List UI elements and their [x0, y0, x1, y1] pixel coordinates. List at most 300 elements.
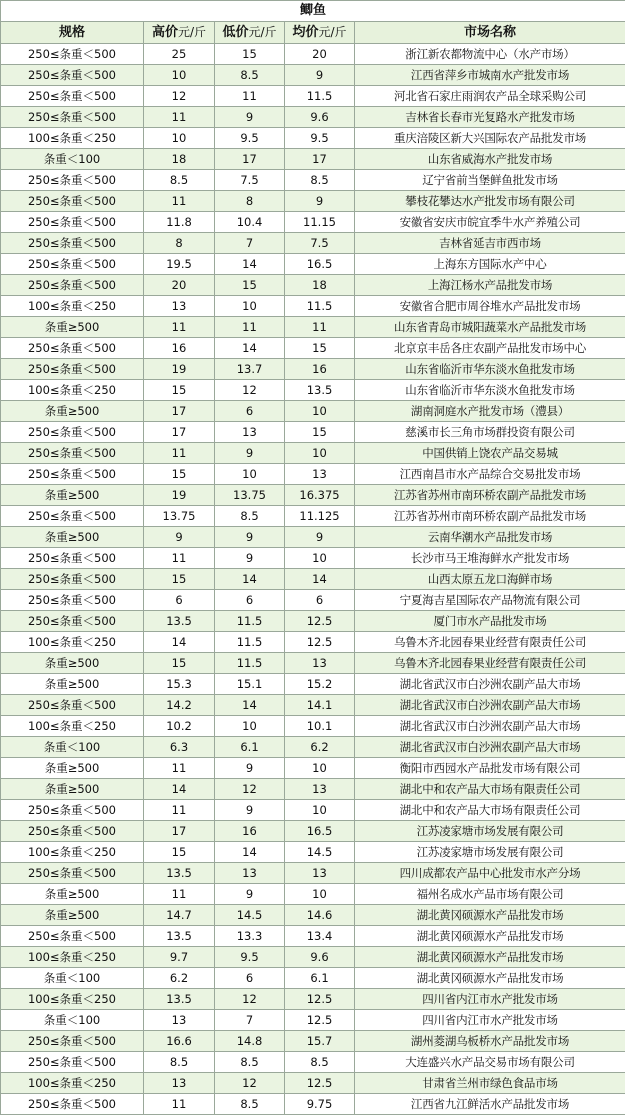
cell-spec: 250≤条重＜500 — [1, 506, 144, 527]
cell-spec: 250≤条重＜500 — [1, 548, 144, 569]
cell-market-name: 湖北中和农产品大市场有限责任公司 — [355, 779, 625, 800]
table-row — [1, 926, 625, 947]
header-high-price: 高价元/斤 — [144, 22, 215, 44]
cell-market-name: 宁夏海吉星国际农产品物流有限公司 — [355, 590, 625, 611]
cell-avg-price: 6.2 — [285, 737, 355, 758]
cell-market-name: 湖北省武汉市白沙洲农副产品大市场 — [355, 695, 625, 716]
cell-spec: 100≤条重＜250 — [1, 380, 144, 401]
cell-spec: 250≤条重＜500 — [1, 233, 144, 254]
cell-spec: 250≤条重＜500 — [1, 590, 144, 611]
cell-low-price: 13 — [215, 422, 285, 443]
cell-avg-price: 9 — [285, 527, 355, 548]
cell-low-price: 15 — [215, 275, 285, 296]
cell-avg-price: 13 — [285, 863, 355, 884]
cell-avg-price: 13 — [285, 464, 355, 485]
cell-spec: 250≤条重＜500 — [1, 800, 144, 821]
cell-high-price: 11 — [144, 443, 215, 464]
cell-market-name: 福州名成水产品市场有限公司 — [355, 884, 625, 905]
cell-market-name: 山东省青岛市城阳蔬菜水产品批发市场 — [355, 317, 625, 338]
cell-low-price: 17 — [215, 149, 285, 170]
cell-high-price: 13.75 — [144, 506, 215, 527]
cell-high-price: 11 — [144, 191, 215, 212]
cell-avg-price: 10 — [285, 884, 355, 905]
cell-market-name: 山西太原五龙口海鲜市场 — [355, 569, 625, 590]
cell-market-name: 湖州菱湖乌板桥水产品批发市场 — [355, 1031, 625, 1052]
cell-market-name: 山东省临沂市华东淡水鱼批发市场 — [355, 359, 625, 380]
cell-low-price: 12 — [215, 779, 285, 800]
cell-avg-price: 14.5 — [285, 842, 355, 863]
cell-high-price: 6.3 — [144, 737, 215, 758]
cell-high-price: 6.2 — [144, 968, 215, 989]
cell-avg-price: 13 — [285, 653, 355, 674]
cell-low-price: 13.75 — [215, 485, 285, 506]
cell-avg-price: 16.375 — [285, 485, 355, 506]
cell-low-price: 13.3 — [215, 926, 285, 947]
table-row — [1, 884, 625, 905]
table-row — [1, 569, 625, 590]
table-row — [1, 989, 625, 1010]
cell-market-name: 长沙市马王堆海鲜水产批发市场 — [355, 548, 625, 569]
cell-avg-price: 15 — [285, 338, 355, 359]
cell-low-price: 9 — [215, 884, 285, 905]
cell-low-price: 14 — [215, 569, 285, 590]
cell-low-price: 11 — [215, 317, 285, 338]
cell-low-price: 9 — [215, 527, 285, 548]
cell-spec: 条重＜100 — [1, 737, 144, 758]
table-row — [1, 233, 625, 254]
cell-spec: 250≤条重＜500 — [1, 611, 144, 632]
cell-low-price: 9 — [215, 548, 285, 569]
cell-avg-price: 9 — [285, 191, 355, 212]
cell-market-name: 湖北省武汉市白沙洲农副产品大市场 — [355, 737, 625, 758]
cell-spec: 100≤条重＜250 — [1, 1073, 144, 1094]
cell-avg-price: 12.5 — [285, 632, 355, 653]
cell-spec: 250≤条重＜500 — [1, 1052, 144, 1073]
cell-avg-price: 20 — [285, 44, 355, 65]
cell-low-price: 10 — [215, 464, 285, 485]
table-row — [1, 275, 625, 296]
table-row — [1, 737, 625, 758]
cell-spec: 250≤条重＜500 — [1, 863, 144, 884]
cell-spec: 250≤条重＜500 — [1, 107, 144, 128]
cell-low-price: 14 — [215, 842, 285, 863]
cell-spec: 250≤条重＜500 — [1, 695, 144, 716]
cell-high-price: 9.7 — [144, 947, 215, 968]
cell-market-name: 湖北省武汉市白沙洲农副产品大市场 — [355, 674, 625, 695]
table-row — [1, 506, 625, 527]
cell-avg-price: 12.5 — [285, 1010, 355, 1031]
cell-high-price: 15 — [144, 653, 215, 674]
cell-low-price: 14 — [215, 695, 285, 716]
cell-high-price: 13 — [144, 1073, 215, 1094]
cell-high-price: 11 — [144, 758, 215, 779]
cell-market-name: 安徽省合肥市周谷堆水产品批发市场 — [355, 296, 625, 317]
cell-avg-price: 15.7 — [285, 1031, 355, 1052]
cell-avg-price: 10 — [285, 401, 355, 422]
cell-low-price: 9 — [215, 107, 285, 128]
cell-market-name: 攀枝花攀达水产批发市场有限公司 — [355, 191, 625, 212]
cell-spec: 250≤条重＜500 — [1, 275, 144, 296]
table-row — [1, 674, 625, 695]
cell-high-price: 10 — [144, 128, 215, 149]
cell-market-name: 厦门市水产品批发市场 — [355, 611, 625, 632]
cell-low-price: 8 — [215, 191, 285, 212]
cell-spec: 250≤条重＜500 — [1, 86, 144, 107]
table-row — [1, 338, 625, 359]
cell-high-price: 19 — [144, 359, 215, 380]
cell-avg-price: 12.5 — [285, 989, 355, 1010]
table-row — [1, 1073, 625, 1094]
cell-market-name: 重庆涪陵区新大兴国际农产品批发市场 — [355, 128, 625, 149]
cell-avg-price: 11 — [285, 317, 355, 338]
cell-avg-price: 7.5 — [285, 233, 355, 254]
cell-market-name: 江西南昌市水产品综合交易批发市场 — [355, 464, 625, 485]
cell-market-name: 四川省内江市水产批发市场 — [355, 989, 625, 1010]
cell-high-price: 14.2 — [144, 695, 215, 716]
cell-spec: 100≤条重＜250 — [1, 989, 144, 1010]
table-body — [1, 44, 625, 1115]
table-row — [1, 296, 625, 317]
cell-market-name: 江西省萍乡市城南水产批发市场 — [355, 65, 625, 86]
cell-low-price: 9.5 — [215, 947, 285, 968]
table-row — [1, 422, 625, 443]
table-row — [1, 632, 625, 653]
cell-avg-price: 13 — [285, 779, 355, 800]
cell-market-name: 河北省石家庄雨润农产品全球采购公司 — [355, 86, 625, 107]
cell-low-price: 6 — [215, 590, 285, 611]
cell-avg-price: 16 — [285, 359, 355, 380]
cell-high-price: 11 — [144, 548, 215, 569]
cell-low-price: 15 — [215, 44, 285, 65]
table-header-row — [1, 22, 625, 44]
cell-low-price: 9 — [215, 800, 285, 821]
cell-spec: 250≤条重＜500 — [1, 191, 144, 212]
table-row — [1, 317, 625, 338]
cell-avg-price: 11.5 — [285, 86, 355, 107]
cell-avg-price: 9.5 — [285, 128, 355, 149]
table-row — [1, 842, 625, 863]
cell-avg-price: 9 — [285, 65, 355, 86]
table-row — [1, 821, 625, 842]
cell-market-name: 安徽省安庆市皖宜季牛水产养殖公司 — [355, 212, 625, 233]
table-row — [1, 1052, 625, 1073]
cell-market-name: 山东省临沂市华东淡水鱼批发市场 — [355, 380, 625, 401]
cell-market-name: 慈溪市长三角市场群投资有限公司 — [355, 422, 625, 443]
table-row — [1, 863, 625, 884]
cell-low-price: 9 — [215, 758, 285, 779]
cell-low-price: 12 — [215, 989, 285, 1010]
cell-low-price: 14.5 — [215, 905, 285, 926]
table-row — [1, 191, 625, 212]
cell-high-price: 11 — [144, 800, 215, 821]
cell-high-price: 17 — [144, 401, 215, 422]
cell-low-price: 8.5 — [215, 65, 285, 86]
cell-avg-price: 6.1 — [285, 968, 355, 989]
cell-high-price: 18 — [144, 149, 215, 170]
table-title-row — [1, 1, 625, 22]
cell-market-name: 上海东方国际水产中心 — [355, 254, 625, 275]
cell-high-price: 14.7 — [144, 905, 215, 926]
cell-low-price: 14 — [215, 254, 285, 275]
cell-avg-price: 9.6 — [285, 107, 355, 128]
cell-spec: 250≤条重＜500 — [1, 443, 144, 464]
cell-market-name: 大连盛兴水产品交易市场有限公司 — [355, 1052, 625, 1073]
cell-market-name: 中国供销上饶农产品交易城 — [355, 443, 625, 464]
cell-high-price: 12 — [144, 86, 215, 107]
cell-market-name: 江苏省苏州市南环桥农副产品批发市场 — [355, 506, 625, 527]
cell-low-price: 11 — [215, 86, 285, 107]
cell-high-price: 17 — [144, 422, 215, 443]
cell-low-price: 11.5 — [215, 653, 285, 674]
cell-market-name: 江苏凌家塘市场发展有限公司 — [355, 842, 625, 863]
cell-market-name: 湖北黄冈硕源水产品批发市场 — [355, 968, 625, 989]
table-row — [1, 464, 625, 485]
table-row — [1, 170, 625, 191]
cell-spec: 100≤条重＜250 — [1, 296, 144, 317]
cell-avg-price: 14.1 — [285, 695, 355, 716]
cell-avg-price: 9.75 — [285, 1094, 355, 1115]
cell-spec: 条重≥500 — [1, 905, 144, 926]
cell-low-price: 8.5 — [215, 506, 285, 527]
cell-spec: 条重≥500 — [1, 884, 144, 905]
cell-market-name: 江苏省苏州市南环桥农副产品批发市场 — [355, 485, 625, 506]
table-row — [1, 485, 625, 506]
cell-high-price: 11 — [144, 1094, 215, 1115]
cell-high-price: 20 — [144, 275, 215, 296]
cell-spec: 条重≥500 — [1, 758, 144, 779]
cell-market-name: 湖北省武汉市白沙洲农副产品大市场 — [355, 716, 625, 737]
cell-high-price: 10 — [144, 65, 215, 86]
cell-avg-price: 14.6 — [285, 905, 355, 926]
table-row — [1, 905, 625, 926]
cell-market-name: 吉林省长春市光复路水产批发市场 — [355, 107, 625, 128]
cell-low-price: 11.5 — [215, 632, 285, 653]
cell-avg-price: 14 — [285, 569, 355, 590]
table-row — [1, 1031, 625, 1052]
cell-avg-price: 12.5 — [285, 611, 355, 632]
table-row — [1, 149, 625, 170]
cell-market-name: 浙江新农都物流中心（水产市场） — [355, 44, 625, 65]
cell-high-price: 9 — [144, 527, 215, 548]
cell-high-price: 16.6 — [144, 1031, 215, 1052]
header-avg-price: 均价元/斤 — [285, 22, 355, 44]
cell-low-price: 15.1 — [215, 674, 285, 695]
cell-market-name: 甘肃省兰州市绿色食品市场 — [355, 1073, 625, 1094]
cell-low-price: 14 — [215, 338, 285, 359]
table-row — [1, 107, 625, 128]
cell-market-name: 四川省内江市水产批发市场 — [355, 1010, 625, 1031]
cell-low-price: 8.5 — [215, 1094, 285, 1115]
cell-low-price: 7.5 — [215, 170, 285, 191]
cell-avg-price: 10 — [285, 443, 355, 464]
header-low-price: 低价元/斤 — [215, 22, 285, 44]
cell-market-name: 湖北黄冈硕源水产品批发市场 — [355, 947, 625, 968]
cell-low-price: 6 — [215, 401, 285, 422]
cell-high-price: 16 — [144, 338, 215, 359]
cell-low-price: 10 — [215, 296, 285, 317]
cell-spec: 100≤条重＜250 — [1, 716, 144, 737]
cell-high-price: 25 — [144, 44, 215, 65]
cell-avg-price: 9.6 — [285, 947, 355, 968]
table-row — [1, 653, 625, 674]
cell-avg-price: 12.5 — [285, 1073, 355, 1094]
cell-spec: 条重≥500 — [1, 779, 144, 800]
cell-avg-price: 10 — [285, 800, 355, 821]
table-row — [1, 443, 625, 464]
cell-avg-price: 11.125 — [285, 506, 355, 527]
cell-high-price: 11 — [144, 317, 215, 338]
cell-spec: 250≤条重＜500 — [1, 464, 144, 485]
table-row — [1, 779, 625, 800]
table-row — [1, 611, 625, 632]
cell-low-price: 14.8 — [215, 1031, 285, 1052]
cell-spec: 250≤条重＜500 — [1, 212, 144, 233]
cell-market-name: 乌鲁木齐北园春果业经营有限责任公司 — [355, 632, 625, 653]
cell-high-price: 8.5 — [144, 170, 215, 191]
table-row — [1, 128, 625, 149]
header-spec: 规格 — [1, 22, 144, 44]
cell-market-name: 湖北中和农产品大市场有限责任公司 — [355, 800, 625, 821]
table-row — [1, 1094, 625, 1115]
cell-avg-price: 8.5 — [285, 170, 355, 191]
cell-avg-price: 16.5 — [285, 821, 355, 842]
cell-spec: 条重≥500 — [1, 653, 144, 674]
cell-high-price: 6 — [144, 590, 215, 611]
table-row — [1, 695, 625, 716]
cell-low-price: 10.4 — [215, 212, 285, 233]
cell-market-name: 江苏凌家塘市场发展有限公司 — [355, 821, 625, 842]
table-row — [1, 401, 625, 422]
cell-avg-price: 11.5 — [285, 296, 355, 317]
table-row — [1, 359, 625, 380]
cell-spec: 250≤条重＜500 — [1, 1031, 144, 1052]
cell-spec: 100≤条重＜250 — [1, 632, 144, 653]
table-row — [1, 380, 625, 401]
cell-spec: 100≤条重＜250 — [1, 128, 144, 149]
cell-high-price: 13 — [144, 1010, 215, 1031]
cell-spec: 250≤条重＜500 — [1, 170, 144, 191]
cell-market-name: 辽宁省前当堡鲜鱼批发市场 — [355, 170, 625, 191]
cell-low-price: 11.5 — [215, 611, 285, 632]
cell-avg-price: 17 — [285, 149, 355, 170]
table-row — [1, 590, 625, 611]
cell-high-price: 14 — [144, 779, 215, 800]
cell-spec: 条重＜100 — [1, 968, 144, 989]
cell-avg-price: 15.2 — [285, 674, 355, 695]
cell-avg-price: 10.1 — [285, 716, 355, 737]
table-row — [1, 800, 625, 821]
table-row — [1, 716, 625, 737]
cell-high-price: 11 — [144, 107, 215, 128]
cell-market-name: 湖南洞庭水产批发市场（澧县） — [355, 401, 625, 422]
cell-high-price: 14 — [144, 632, 215, 653]
table-row — [1, 527, 625, 548]
cell-low-price: 7 — [215, 233, 285, 254]
cell-high-price: 10.2 — [144, 716, 215, 737]
table-row — [1, 254, 625, 275]
cell-high-price: 13.5 — [144, 989, 215, 1010]
cell-spec: 条重≥500 — [1, 317, 144, 338]
cell-market-name: 四川成都农产品中心批发市水产分场 — [355, 863, 625, 884]
cell-spec: 250≤条重＜500 — [1, 569, 144, 590]
table-row — [1, 548, 625, 569]
cell-high-price: 8.5 — [144, 1052, 215, 1073]
cell-low-price: 6.1 — [215, 737, 285, 758]
cell-spec: 250≤条重＜500 — [1, 359, 144, 380]
cell-spec: 条重≥500 — [1, 401, 144, 422]
cell-spec: 250≤条重＜500 — [1, 926, 144, 947]
cell-high-price: 13 — [144, 296, 215, 317]
cell-spec: 250≤条重＜500 — [1, 338, 144, 359]
cell-low-price: 6 — [215, 968, 285, 989]
cell-low-price: 16 — [215, 821, 285, 842]
cell-spec: 250≤条重＜500 — [1, 1094, 144, 1115]
cell-avg-price: 10 — [285, 758, 355, 779]
cell-spec: 条重≥500 — [1, 674, 144, 695]
cell-market-name: 山东省威海水产批发市场 — [355, 149, 625, 170]
cell-high-price: 15 — [144, 842, 215, 863]
cell-spec: 250≤条重＜500 — [1, 65, 144, 86]
table-row — [1, 44, 625, 65]
cell-low-price: 13 — [215, 863, 285, 884]
cell-high-price: 11 — [144, 884, 215, 905]
cell-high-price: 11.8 — [144, 212, 215, 233]
cell-avg-price: 18 — [285, 275, 355, 296]
cell-high-price: 15 — [144, 464, 215, 485]
cell-high-price: 15 — [144, 380, 215, 401]
cell-avg-price: 15 — [285, 422, 355, 443]
cell-spec: 250≤条重＜500 — [1, 254, 144, 275]
table-row — [1, 212, 625, 233]
cell-spec: 条重＜100 — [1, 149, 144, 170]
cell-low-price: 9.5 — [215, 128, 285, 149]
cell-spec: 250≤条重＜500 — [1, 422, 144, 443]
cell-spec: 条重＜100 — [1, 1010, 144, 1031]
table-row — [1, 86, 625, 107]
cell-high-price: 13.5 — [144, 611, 215, 632]
cell-spec: 条重≥500 — [1, 527, 144, 548]
table-title: 鲫鱼 — [1, 1, 625, 22]
cell-avg-price: 8.5 — [285, 1052, 355, 1073]
cell-spec: 100≤条重＜250 — [1, 947, 144, 968]
cell-spec: 条重≥500 — [1, 485, 144, 506]
cell-low-price: 8.5 — [215, 1052, 285, 1073]
table-row — [1, 1010, 625, 1031]
cell-avg-price: 11.15 — [285, 212, 355, 233]
cell-spec: 100≤条重＜250 — [1, 842, 144, 863]
cell-market-name: 乌鲁木齐北园春果业经营有限责任公司 — [355, 653, 625, 674]
cell-market-name: 江西省九江鲜活水产品批发市场 — [355, 1094, 625, 1115]
cell-avg-price: 16.5 — [285, 254, 355, 275]
cell-high-price: 19.5 — [144, 254, 215, 275]
cell-high-price: 8 — [144, 233, 215, 254]
header-market-name: 市场名称 — [355, 22, 625, 44]
cell-avg-price: 13.5 — [285, 380, 355, 401]
cell-low-price: 12 — [215, 380, 285, 401]
cell-market-name: 上海江杨水产品批发市场 — [355, 275, 625, 296]
cell-low-price: 13.7 — [215, 359, 285, 380]
cell-high-price: 15.3 — [144, 674, 215, 695]
cell-market-name: 云南华潮水产品批发市场 — [355, 527, 625, 548]
cell-avg-price: 13.4 — [285, 926, 355, 947]
table-row — [1, 758, 625, 779]
cell-avg-price: 6 — [285, 590, 355, 611]
cell-spec: 250≤条重＜500 — [1, 44, 144, 65]
table-row — [1, 65, 625, 86]
cell-high-price: 13.5 — [144, 926, 215, 947]
cell-low-price: 7 — [215, 1010, 285, 1031]
cell-spec: 250≤条重＜500 — [1, 821, 144, 842]
